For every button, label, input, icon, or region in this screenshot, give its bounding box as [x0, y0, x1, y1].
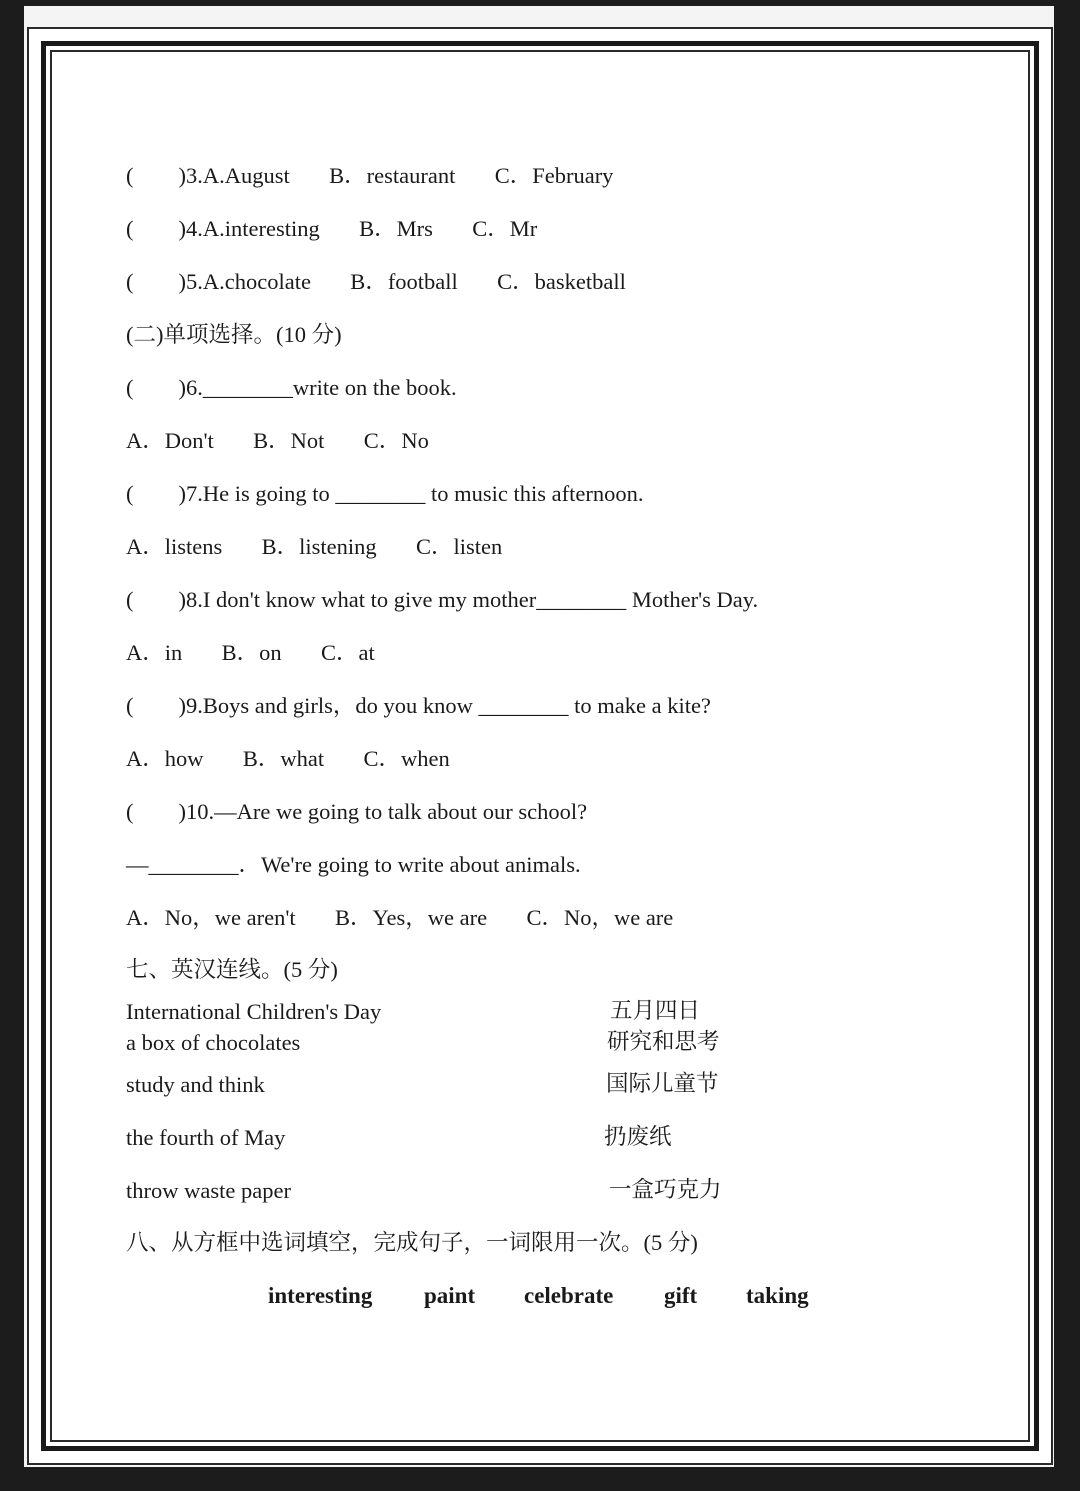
scan-edge-left — [0, 0, 24, 1491]
question-8: ( )8.I don't know what to give my mother________ Mother's Day. — [126, 587, 759, 612]
question-3: ( )3.A.August B．restaurant C．February — [126, 163, 614, 188]
question-6-options: A．Don't B．Not C．No — [126, 428, 429, 453]
word-bank-interesting: interesting — [268, 1283, 373, 1308]
question-7-options: A．listens B．listening C．listen — [126, 534, 503, 559]
match-english-1: International Children's Day — [126, 999, 382, 1024]
match-chinese-1: 五月四日 — [610, 998, 701, 1023]
match-english-2: a box of chocolates — [126, 1030, 301, 1055]
match-english-3: study and think — [126, 1072, 265, 1097]
question-6: ( )6.________write on the book. — [126, 375, 457, 400]
scan-edge-top — [0, 0, 1080, 6]
question-10-options: A．No，we aren't B．Yes，we are C．No，we are — [126, 905, 674, 930]
question-4: ( )4.A.interesting B．Mrs C．Mr — [126, 216, 538, 241]
match-english-4: the fourth of May — [126, 1125, 286, 1150]
question-8-options: A．in B．on C．at — [126, 640, 375, 665]
match-english-5: throw waste paper — [126, 1178, 291, 1203]
match-chinese-4: 扔废纸 — [604, 1124, 672, 1149]
scan-edge-bottom — [0, 1467, 1080, 1491]
section-7-heading: 七、英汉连线。(5 分) — [126, 957, 338, 982]
match-chinese-5: 一盒巧克力 — [609, 1177, 722, 1202]
match-chinese-3: 国际儿童节 — [606, 1071, 719, 1096]
match-chinese-2: 研究和思考 — [607, 1029, 720, 1054]
question-10: ( )10.—Are we going to talk about our school? — [126, 799, 588, 824]
question-5: ( )5.A.chocolate B．football C．basketball — [126, 269, 626, 294]
word-bank-paint: paint — [424, 1283, 476, 1308]
section-2-heading: (二)单项选择。(10 分) — [126, 322, 342, 347]
section-8-heading: 八、从方框中选词填空，完成句子，一词限用一次。(5 分) — [126, 1230, 698, 1255]
scan-edge-right — [1054, 0, 1080, 1491]
question-7: ( )7.He is going to ________ to music this afternoon. — [126, 481, 644, 506]
question-10-line-2: —________．We're going to write about animals. — [126, 852, 581, 877]
word-bank-celebrate: celebrate — [524, 1283, 614, 1308]
question-9: ( )9.Boys and girls，do you know ________ to make a kite? — [126, 693, 711, 718]
question-9-options: A．how B．what C．when — [126, 746, 450, 771]
word-bank-taking: taking — [746, 1283, 809, 1308]
word-bank-gift: gift — [664, 1283, 698, 1308]
